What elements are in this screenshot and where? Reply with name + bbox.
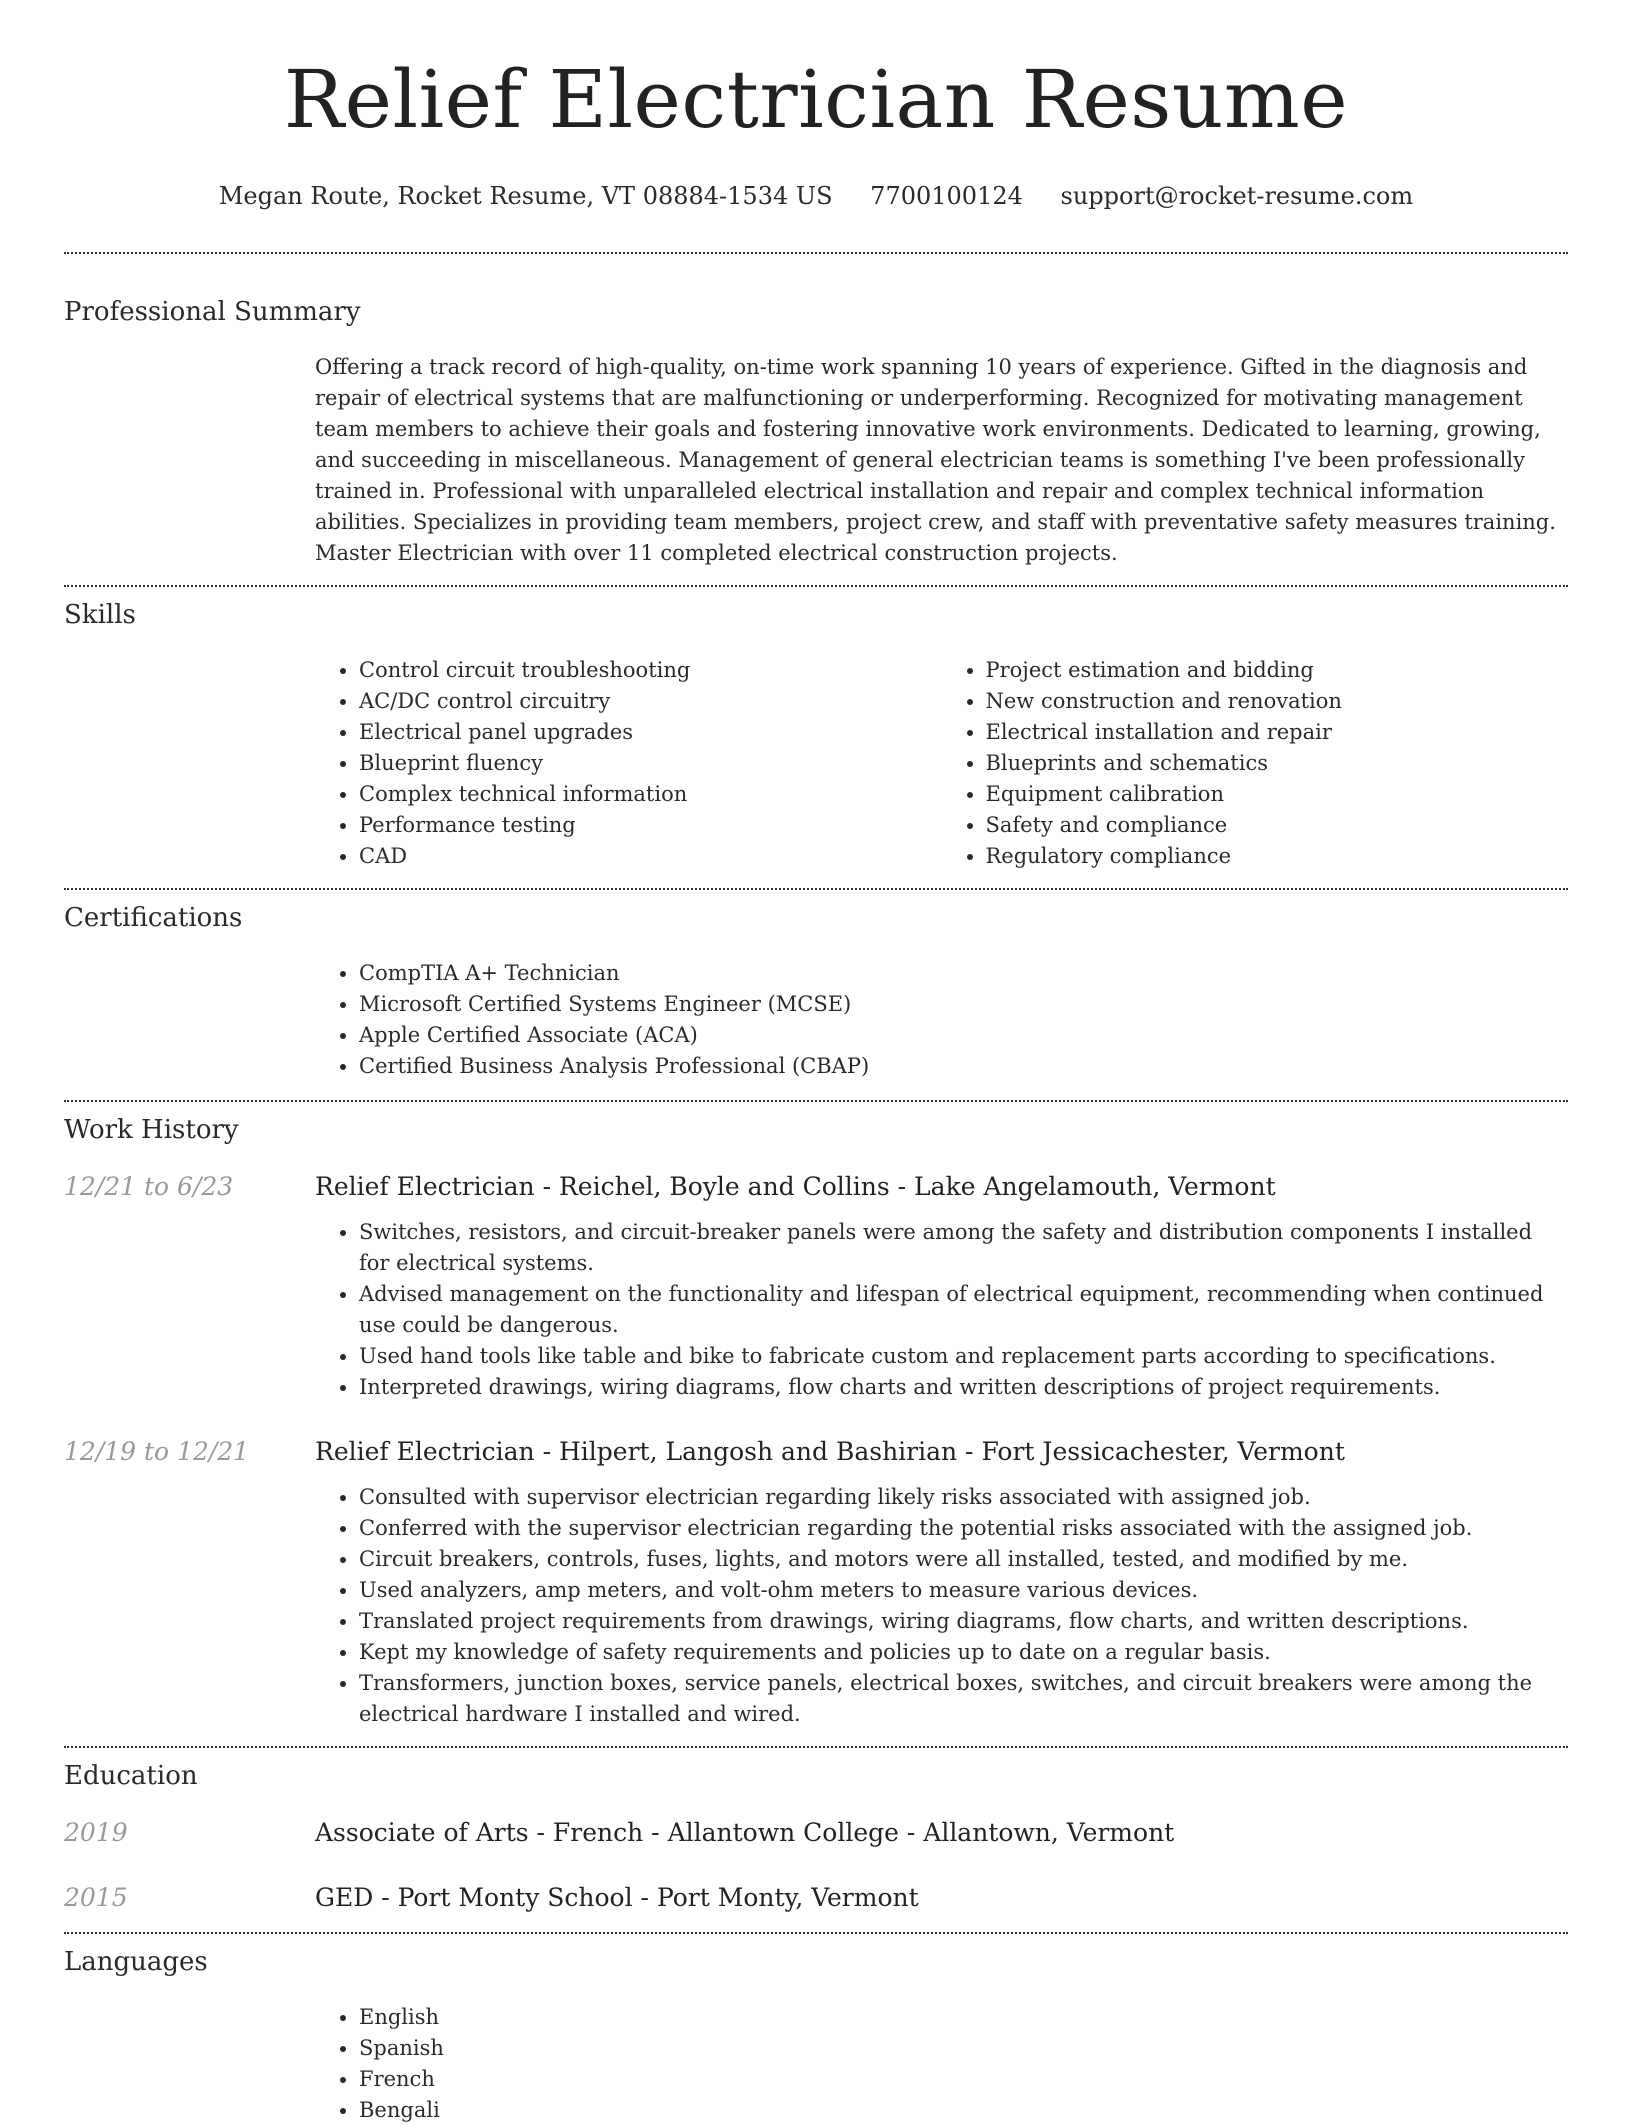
- languages-heading: Languages: [64, 1947, 208, 1977]
- skill-item: • Electrical panel upgrades: [359, 717, 942, 748]
- skill-item: • Control circuit troubleshooting: [359, 655, 942, 686]
- languages-list: [315, 2002, 1568, 2126]
- language-item: • English: [359, 2002, 1568, 2033]
- education-heading: Education: [64, 1761, 198, 1791]
- certification-item: • Certified Business Analysis Professional (CBAP): [359, 1051, 1568, 1082]
- job-bullet: • Circuit breakers, controls, fuses, lights, and motors were all installed, tested, and modified by me.: [359, 1544, 1568, 1575]
- divider: [64, 888, 1568, 890]
- skill-item: • Regulatory compliance: [986, 841, 1569, 872]
- certification-item: • Microsoft Certified Systems Engineer (MCSE): [359, 989, 1568, 1020]
- job-heading: Relief Electrician - Hilpert, Langosh and Bashirian - Fort Jessicachester, Vermont: [315, 1437, 1345, 1466]
- certification-item: • Apple Certified Associate (ACA): [359, 1020, 1568, 1051]
- job-bullet: • Switches, resistors, and circuit-breaker panels were among the safety and distribution components I installed for electrical systems.: [359, 1217, 1568, 1279]
- education-heading-text: GED - Port Monty School - Port Monty, Vermont: [315, 1883, 919, 1912]
- contact-address: Megan Route, Rocket Resume, VT 08884-1534 US: [218, 182, 833, 210]
- job-bullet: • Kept my knowledge of safety requirements and policies up to date on a regular basis.: [359, 1637, 1568, 1668]
- job-entry: [64, 1172, 1568, 1201]
- job-bullet: • Transformers, junction boxes, service panels, electrical boxes, switches, and circuit breakers were among the electrical hardware I installed and wired.: [359, 1668, 1568, 1730]
- contact-email: support@rocket-resume.com: [1060, 182, 1414, 210]
- skill-item: • New construction and renovation: [986, 686, 1569, 717]
- job-dates: 12/21 to 6/23: [64, 1172, 234, 1201]
- divider: [64, 585, 1568, 587]
- skills-right-column: [942, 655, 1569, 872]
- skills-list: [315, 655, 1568, 872]
- job-bullet: • Translated project requirements from drawings, wiring diagrams, flow charts, and written descriptions.: [359, 1606, 1568, 1637]
- job-bullet: • Interpreted drawings, wiring diagrams, flow charts and written descriptions of project requirements.: [359, 1372, 1568, 1403]
- divider: [64, 1932, 1568, 1934]
- resume-title: Relief Electrician Resume: [283, 53, 1349, 146]
- resume-page: [64, 0, 1568, 2126]
- language-item: • Bengali: [359, 2095, 1568, 2126]
- certifications-list: [315, 958, 1568, 1082]
- job-bullet: • Used analyzers, amp meters, and volt-ohm meters to measure various devices.: [359, 1575, 1568, 1606]
- job-bullets: [315, 1217, 1568, 1403]
- job-entry: [64, 1437, 1568, 1466]
- education-entry: [64, 1818, 1568, 1847]
- language-item: • French: [359, 2064, 1568, 2095]
- skill-item: • Equipment calibration: [986, 779, 1569, 810]
- contact-line: [64, 180, 1568, 212]
- job-bullet: • Used hand tools like table and bike to fabricate custom and replacement parts according to specifications.: [359, 1341, 1568, 1372]
- education-year: 2015: [64, 1883, 128, 1912]
- skill-item: • Electrical installation and repair: [986, 717, 1569, 748]
- education-year: 2019: [64, 1818, 128, 1847]
- skill-item: • Complex technical information: [359, 779, 942, 810]
- skill-item: • AC/DC control circuitry: [359, 686, 942, 717]
- skill-item: • Blueprint fluency: [359, 748, 942, 779]
- job-dates: 12/19 to 12/21: [64, 1437, 250, 1466]
- summary-heading: Professional Summary: [64, 297, 361, 327]
- divider: [64, 1100, 1568, 1102]
- work-history-heading: Work History: [64, 1115, 239, 1145]
- language-item: • Spanish: [359, 2033, 1568, 2064]
- job-bullet: • Consulted with supervisor electrician regarding likely risks associated with assigned job.: [359, 1482, 1568, 1513]
- summary-text: Offering a track record of high-quality, on-time work spanning 10 years of experience. Gifted in the diagnosis and repair of electrical systems that are malfunctioning or underperforming. Recognized for motivating management team members to achieve their goals and fostering innovative work environments. Dedicated to learning, growing, and succeeding in miscellaneous. Management of general electrician teams is something I've been professionally trained in. Professional with unparalleled electrical installation and repair and complex technical information abilities. Specializes in providing team members, project crew, and staff with preventative safety measures training. Master Electrician with over 11 completed electrical construction projects.: [315, 355, 1556, 565]
- job-bullet: • Advised management on the functionality and lifespan of electrical equipment, recommending when continued use could be dangerous.: [359, 1279, 1568, 1341]
- job-bullets: [315, 1482, 1568, 1730]
- skill-item: • Blueprints and schematics: [986, 748, 1569, 779]
- education-entry: [64, 1883, 1568, 1912]
- skills-left-column: [315, 655, 942, 872]
- certifications-heading: Certifications: [64, 903, 243, 933]
- skill-item: • CAD: [359, 841, 942, 872]
- job-heading: Relief Electrician - Reichel, Boyle and Collins - Lake Angelamouth, Vermont: [315, 1172, 1276, 1201]
- job-bullet: • Conferred with the supervisor electrician regarding the potential risks associated with the assigned job.: [359, 1513, 1568, 1544]
- divider: [64, 1746, 1568, 1748]
- skill-item: • Project estimation and bidding: [986, 655, 1569, 686]
- contact-phone: 7700100124: [870, 182, 1023, 210]
- skill-item: • Safety and compliance: [986, 810, 1569, 841]
- skill-item: • Performance testing: [359, 810, 942, 841]
- skills-heading: Skills: [64, 600, 136, 630]
- divider: [64, 252, 1568, 254]
- education-heading-text: Associate of Arts - French - Allantown College - Allantown, Vermont: [315, 1818, 1175, 1847]
- certification-item: • CompTIA A+ Technician: [359, 958, 1568, 989]
